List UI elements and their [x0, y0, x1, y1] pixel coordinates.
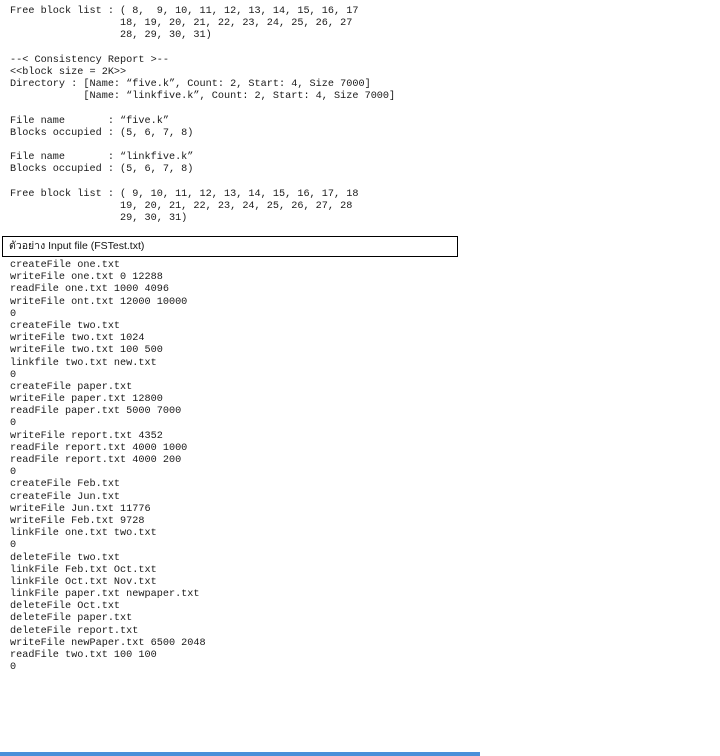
- input-file-line: createFile two.txt: [10, 320, 121, 332]
- input-file-line: readFile paper.txt 5000 7000: [10, 406, 182, 418]
- report-line: [10, 177, 395, 189]
- report-line: Blocks occupied : (5, 6, 7, 8): [10, 164, 194, 176]
- input-file-line: writeFile paper.txt 12800: [10, 394, 163, 406]
- input-file-line: createFile one.txt: [10, 260, 121, 271]
- report-line: File name : “linkfive.k”: [10, 152, 194, 164]
- consistency-report-output: [10, 6, 395, 225]
- report-line: [10, 140, 395, 152]
- input-file-line: linkFile paper.txt newpaper.txt: [10, 589, 200, 601]
- report-line: [10, 43, 395, 55]
- input-file-line: deleteFile paper.txt: [10, 613, 133, 625]
- input-file-line: deleteFile Oct.txt: [10, 601, 121, 613]
- report-line: 18, 19, 20, 21, 22, 23, 24, 25, 26, 27: [10, 18, 353, 30]
- input-file-caption: ตัวอย่าง Input file (FSTest.txt): [9, 240, 145, 252]
- input-file-line: writeFile two.txt 100 500: [10, 345, 163, 357]
- report-line: Directory : [Name: “five.k”, Count: 2, Start: 4, Size 7000]: [10, 79, 371, 91]
- report-line: --< Consistency Report >--: [10, 54, 169, 66]
- input-file-line: linkFile Feb.txt Oct.txt: [10, 564, 157, 576]
- input-file-line: 0: [10, 662, 17, 674]
- report-line: <<block size = 2K>>: [10, 66, 127, 78]
- input-file-line: writeFile Feb.txt 9728: [10, 515, 145, 527]
- report-line: [Name: “linkfive.k”, Count: 2, Start: 4, Size 7000]: [10, 91, 396, 103]
- report-line: [10, 104, 395, 116]
- input-file-line: writeFile one.txt 0 12288: [10, 272, 163, 284]
- input-file-line: readFile two.txt 100 100: [10, 650, 157, 661]
- input-file-line: writeFile report.txt 4352: [10, 430, 163, 442]
- input-file-line: createFile Jun.txt: [10, 491, 121, 503]
- report-line: Blocks occupied : (5, 6, 7, 8): [10, 127, 194, 139]
- input-file-line: writeFile Jun.txt 11776: [10, 503, 151, 515]
- input-file-line: linkFile one.txt two.txt: [10, 528, 157, 540]
- input-file-caption-box: [2, 236, 458, 257]
- report-line: File name : “five.k”: [10, 115, 169, 127]
- report-line: 29, 30, 31): [10, 213, 188, 225]
- input-file-line: readFile one.txt 1000 4096: [10, 284, 169, 296]
- input-file-line: writeFile newPaper.txt 6500 2048: [10, 637, 206, 649]
- input-file-line: readFile report.txt 4000 200: [10, 455, 182, 466]
- input-file-line: 0: [10, 540, 17, 552]
- report-line: Free block list : ( 8, 9, 10, 11, 12, 13, 14, 15, 16, 17: [10, 6, 359, 17]
- input-file-line: readFile report.txt 4000 1000: [10, 442, 188, 454]
- input-file-line: deleteFile report.txt: [10, 625, 139, 637]
- input-file-listing: [10, 260, 206, 674]
- report-line: 28, 29, 30, 31): [10, 30, 212, 42]
- input-file-line: writeFile ont.txt 12000 10000: [10, 296, 188, 308]
- input-file-line: 0: [10, 308, 17, 320]
- input-file-line: createFile Feb.txt: [10, 479, 121, 491]
- input-file-line: createFile paper.txt: [10, 381, 133, 393]
- input-file-line: writeFile two.txt 1024: [10, 333, 145, 345]
- bottom-scroll-bar[interactable]: [0, 752, 480, 756]
- report-line: 19, 20, 21, 22, 23, 24, 25, 26, 27, 28: [10, 201, 353, 212]
- input-file-line: 0: [10, 369, 17, 381]
- input-file-line: 0: [10, 467, 17, 479]
- report-line: Free block list : ( 9, 10, 11, 12, 13, 14, 15, 16, 17, 18: [10, 188, 359, 200]
- input-file-line: deleteFile two.txt: [10, 552, 121, 564]
- input-file-line: 0: [10, 418, 17, 430]
- input-file-line: linkfile two.txt new.txt: [10, 357, 157, 369]
- input-file-line: linkFile Oct.txt Nov.txt: [10, 576, 157, 588]
